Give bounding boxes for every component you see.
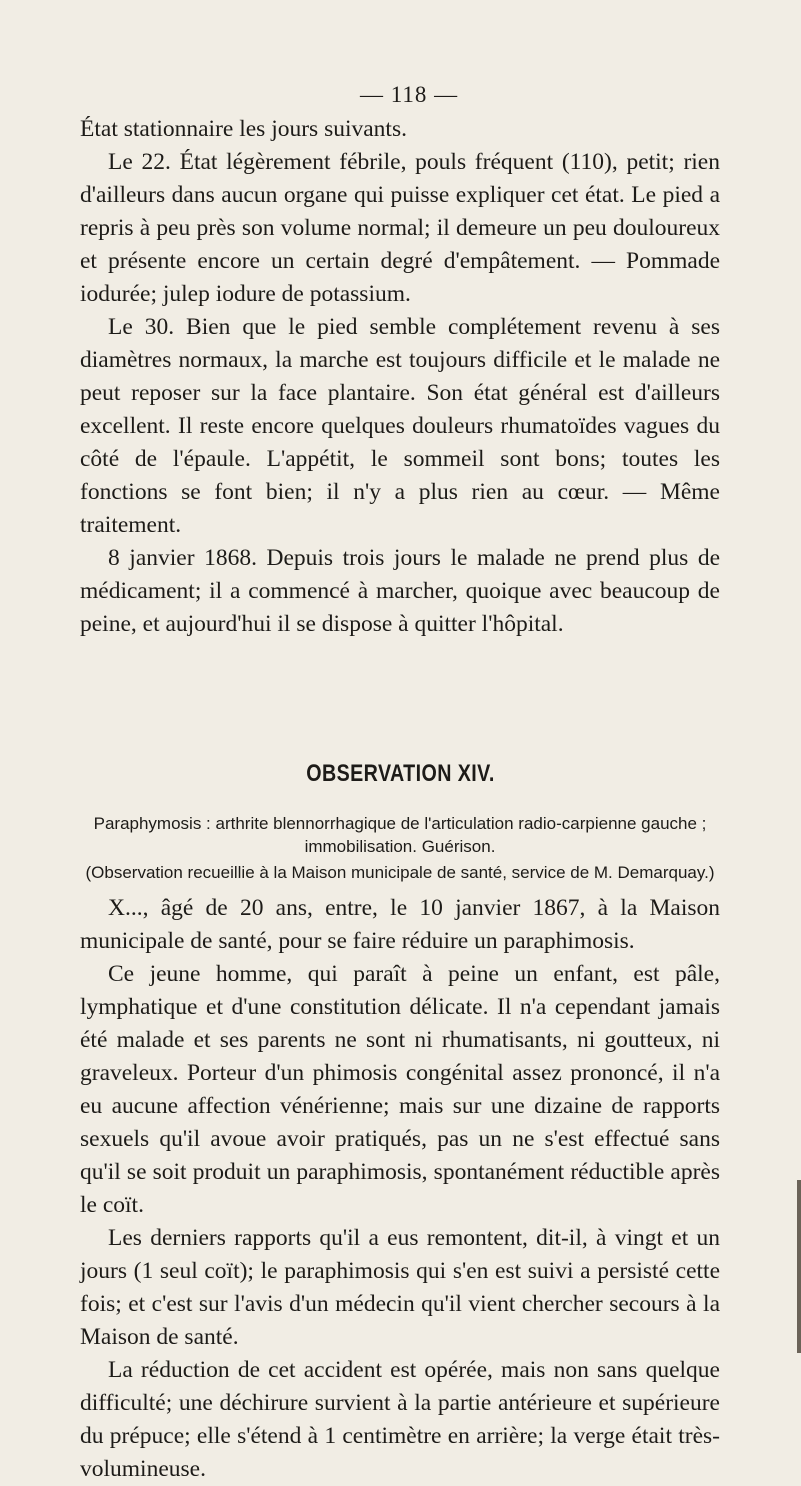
paragraph: Les derniers rapports qu'il a eus remontent, dit-il, à vingt et un jours (1 seul coït); le paraphimosis qui s'en est suivi a persisté cette fois; et c'est sur l'avis d'un médecin qu'il vient chercher secours à la Maison de santé. — [80, 1225, 720, 1350]
source-note: (Observation recueillie à la Maison municipale de santé, service de M. Demarquay.) — [85, 863, 715, 882]
paragraph: X..., âgé de 20 ans, entre, le 10 janvier 1867, à la Maison municipale de santé, pour se faire réduire un paraphimosis. — [80, 895, 720, 954]
observation-summary — [80, 812, 720, 884]
observation-title: OBSERVATION XIV. — [306, 760, 495, 787]
paragraph: 8 janvier 1868. Depuis trois jours le malade ne prend plus de médicament; il a commencé à marcher, quoique avec beaucoup de peine, et aujourd'hui il se dispose à quitter l'hôpital. — [80, 545, 720, 637]
paragraph: Ce jeune homme, qui paraît à peine un enfant, est pâle, lymphatique et d'une constitution délicate. Il n'a cependant jamais été malade et ses parents ne sont ni rhumatisants, ni goutteux, ni graveleux. Porteur d'un phimosis congénital assez prononcé, il n'a eu aucune affection vénérienne; mais sur une dizaine de rapports sexuels qu'il avoue avoir pratiqués, pas un ne s'est effectué sans qu'il se soit produit un paraphimosis, spontanément réductible après le coït. — [80, 961, 720, 1218]
page-number: — 118 — — [360, 82, 459, 107]
summary-text: Paraphymosis : arthrite blennorrhagique de l'articulation radio-carpienne gauche ; immobilisation. Guérison. — [93, 814, 707, 856]
page-edge-shadow — [797, 1180, 801, 1353]
paragraph: État stationnaire les jours suivants. — [80, 116, 407, 142]
paragraph: La réduction de cet accident est opérée, mais non sans quelque difficulté; une déchirure survient à la partie antérieure et supérieure du prépuce; elle s'étend à 1 centimètre en arrière; la verge était très-volumineuse. — [80, 1357, 720, 1482]
paragraph: Le 22. État légèrement fébrile, pouls fréquent (110), petit; rien d'ailleurs dans aucun organe qui puisse expliquer cet état. Le pied a repris à peu près son volume normal; il demeure un peu douloureux et présente encore un certain degré d'empâtement. — Pommade iodurée; julep iodure de potassium. — [80, 149, 720, 307]
text-block-top — [80, 113, 720, 641]
paragraph: Le 30. Bien que le pied semble complétement revenu à ses diamètres normaux, la marche est toujours difficile et le malade ne peut reposer sur la face plantaire. Son état général est d'ailleurs excellent. Il reste encore quelques douleurs rhumatoïdes vagues du côté de l'épaule. L'appétit, le sommeil sont bons; toutes les fonctions se font bien; il n'y a plus rien au cœur. — Même traitement. — [80, 314, 720, 538]
text-block-bottom — [80, 892, 720, 1486]
